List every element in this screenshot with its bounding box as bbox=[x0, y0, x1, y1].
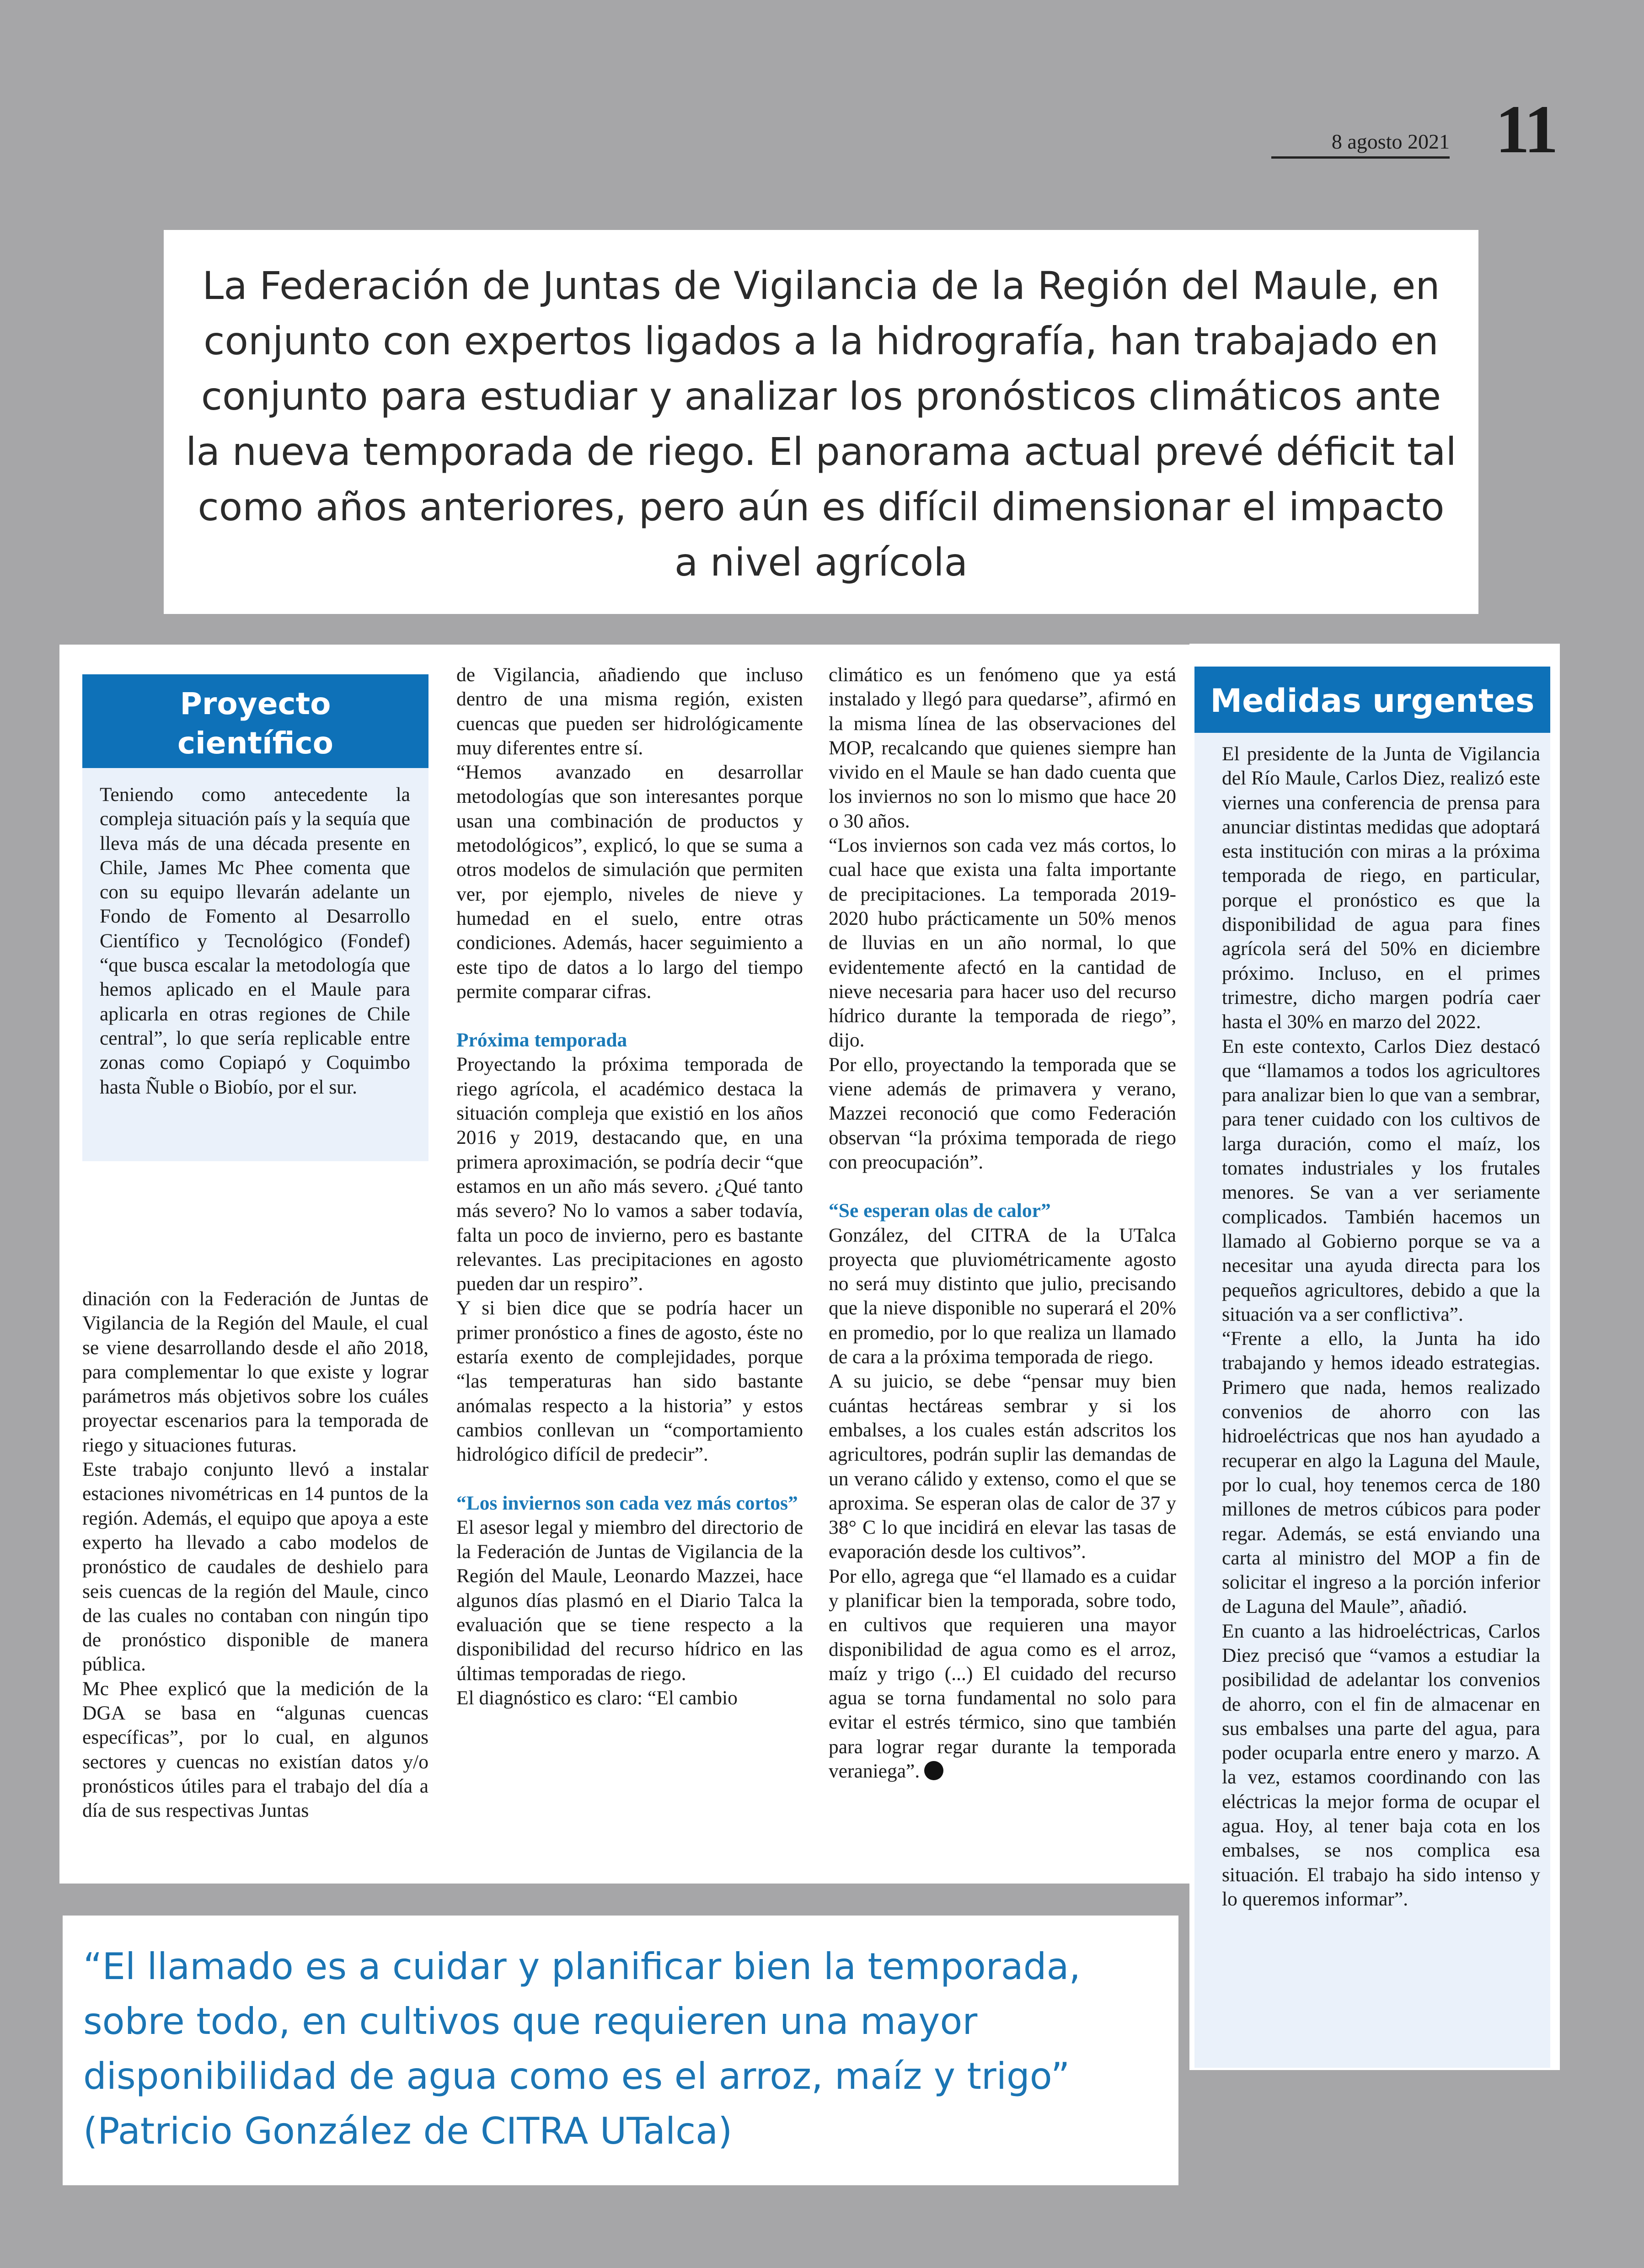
paragraph: A su juicio, se debe “pensar muy bien cuántas hectáreas sembrar y si los embalses, a los cuales están adscritos los agricultores, podrán suplir las demandas de un verano cálido y extenso, como el que se aproxima. Se esperan olas de calor de 37 y 38° C lo que incidirá en elevar las tasas de evaporación desde los cultivos”. bbox=[829, 1370, 1176, 1563]
end-of-article-icon bbox=[924, 1761, 943, 1780]
proyecto-cientifico-heading: Proyecto científico bbox=[82, 674, 428, 768]
paragraph: de Vigilancia, añadiendo que incluso dentro de una misma región, existen cuencas que pueden ser hidrológicamente muy diferentes entre sí. bbox=[456, 664, 803, 759]
medidas-urgentes-box bbox=[1194, 667, 1550, 2068]
paragraph: El presidente de la Junta de Vigilancia del Río Maule, Carlos Diez, realizó este viernes una conferencia de prensa para anunciar distintas medidas que adoptará esta institución con miras a la próxima temporada de riego, en particular, porque el pronóstico es que la disponibilidad de agua para fines agrícola será del 50% en diciembre próximo. Incluso, en el primes trimestre, dicho margen podría caer hasta el 30% en marzo del 2022. bbox=[1222, 743, 1540, 1033]
issue-date: 8 agosto 2021 bbox=[1271, 129, 1450, 159]
paragraph-text: Por ello, agrega que “el llamado es a cuidar y planificar bien la temporada, sobre todo, en cultivos que requieren una mayor disponibilidad de agua como es el arroz, maíz y trigo (...) El cuidado del recurso agua se torna fundamental no solo para evitar el estrés térmico, sino que también para lograr regar durante la temporada veraniega”. bbox=[829, 1565, 1176, 1782]
paragraph: Este trabajo conjunto llevó a instalar estaciones nivométricas en 14 puntos de la región. Además, el equipo que apoya a este experto ha llevado a cabo modelos de pronóstico de caudales de deshielo para seis cuencas de la región del Maule, cinco de las cuales no contaban con ningún tipo de pronóstico disponible de manera pública. bbox=[82, 1458, 428, 1676]
paragraph bbox=[829, 1564, 1176, 1784]
paragraph: El asesor legal y miembro del directorio de la Federación de Juntas de Vigilancia de la Región del Maule, Leonardo Mazzei, hace algunos días plasmó en el Diario Talca la evaluación que se tiene respecto a la disponibilidad del recurso hídrico en las últimas temporadas de riego. bbox=[456, 1516, 803, 1685]
lead-summary: La Federación de Juntas de Vigilancia de la Región del Maule, en conjunto con expertos ligados a la hidrografía, han trabajado en conjunto para estudiar y analizar los pronósticos climáticos ante la nueva temporada de riego. El panorama actual prevé déficit tal como años anteriores, pero aún es difícil dimensionar el impacto a nivel agrícola bbox=[164, 230, 1478, 614]
subheading-olas-de-calor: “Se esperan olas de calor” bbox=[829, 1200, 1051, 1222]
paragraph: Y si bien dice que se podría hacer un primer pronóstico a fines de agosto, éste no estaría exento de complejidades, porque “las temperaturas han sido bastante anómalas respecto a la historia” y estos cambios conllevan un “comportamiento hidrológico difícil de predecir”. bbox=[456, 1297, 803, 1466]
paragraph: González, del CITRA de la UTalca proyecta que pluviométricamente agosto no será muy distinto que julio, precisando que la nieve disponible no superará el 20% en promedio, por lo que realiza un llamado de cara a la próxima temporada de riego. bbox=[829, 1224, 1176, 1368]
paragraph: “Hemos avanzado en desarrollar metodologías que son interesantes porque usan una combinación de productos y metodológicos”, explicó, lo que se suma a otros modelos de simulación que permiten ver, por ejemplo, niveles de nieve y humedad en el suelo, entre otras condiciones. Además, hacer seguimiento a este tipo de datos a lo largo del tiempo permite comparar cifras. bbox=[456, 761, 803, 1003]
paragraph: Proyectando la próxima temporada de riego agrícola, el académico destaca la situación compleja que existió en los años 2016 y 2019, destacando que, en una primera aproximación, se podría decir “que estamos en un año más severo. ¿Qué tanto más severo? No lo vamos a saber todavía, falta un poco de invierno, pero es bastante relevantes. Las precipitaciones en agosto pueden dar un respiro”. bbox=[456, 1053, 803, 1295]
paragraph: “Los inviernos son cada vez más cortos, lo cual hace que exista una falta importante de precipitaciones. La temporada 2019-2020 hubo prácticamente un 50% menos de lluvias en un año normal, lo que evidentemente afectó en la cantidad de nieve necesaria para hacer uso del recurso hídrico durante la temporada de riego”, dijo. bbox=[829, 834, 1176, 1051]
medidas-urgentes-text bbox=[1194, 733, 1550, 1911]
article-panel bbox=[59, 645, 1200, 1884]
paragraph: El diagnóstico es claro: “El cambio bbox=[456, 1686, 738, 1709]
page-number: 11 bbox=[1495, 91, 1557, 167]
paragraph: “Frente a ello, la Junta ha ido trabajando y hemos ideado estrategias. Primero que nada, hemos realizado convenios de ahorro con las hidroeléctricas que nos han ayudado a recuperar en algo la Laguna del Maule, por lo cual, hoy tenemos cerca de 180 millones de metros cúbicos para poder regar. Además, se está enviando una carta al ministro del MOP a fin de solicitar el ingreso a la porción inferior de Laguna del Maule”, añadió. bbox=[1222, 1328, 1540, 1618]
paragraph: En este contexto, Carlos Diez destacó que “llamamos a todos los agricultores para analizar bien lo que van a sembrar, para tener cuidado con los cultivos de larga duración, como el maíz, los tomates industriales y los frutales menores. Se van a ver seriamente complicados. También hacemos un llamado al Gobierno porque se va a necesitar una ayuda directa para los pequeños agricultores, debido a que la situación va a ser conflictiva”. bbox=[1222, 1035, 1540, 1325]
article-column-3 bbox=[829, 663, 1176, 1783]
medidas-urgentes-panel bbox=[1189, 644, 1560, 2070]
subheading-proxima-temporada: Próxima temporada bbox=[456, 1029, 627, 1051]
medidas-urgentes-heading: Medidas urgentes bbox=[1194, 667, 1550, 733]
article-column-1 bbox=[82, 1287, 428, 1823]
paragraph: dinación con la Federación de Juntas de Vigilancia de la Región del Maule, el cual se viene desarrollando desde el año 2018, para complementar lo que existe y lograr parámetros más objetivos sobre los cuáles proyectar escenarios para la temporada de riego y situaciones futuras. bbox=[82, 1288, 428, 1456]
pull-quote: “El llamado es a cuidar y planificar bien la temporada, sobre todo, en cultivos que requieren una mayor disponibilidad de agua como es el arroz, maíz y trigo” (Patricio González de CITRA UTalca) bbox=[63, 1916, 1178, 2185]
article-column-2 bbox=[456, 663, 803, 1710]
paragraph: Por ello, proyectando la temporada que se viene además de primavera y verano, Mazzei reconoció que como Federación observan “la próxima temporada de riego con preocupación”. bbox=[829, 1053, 1176, 1173]
paragraph: climático es un fenómeno que ya está instalado y llegó para quedarse”, afirmó en la misma línea de las observaciones del MOP, recalcando que quienes siempre han vivido en el Maule se han dado cuenta que los inviernos no son lo mismo que hace 20 o 30 años. bbox=[829, 664, 1176, 832]
paragraph: Mc Phee explicó que la medición de la DGA se basa en “algunas cuencas específicas”, por lo cual, en algunos sectores y cuencas no existían datos y/o pronósticos útiles para el trabajo del día a día de sus respectivas Juntas bbox=[82, 1677, 428, 1822]
proyecto-cientifico-text: Teniendo como antecedente la compleja situación país y la sequía que lleva más de una década presente en Chile, James Mc Phee comenta que con su equipo llevarán adelante un Fondo de Fomento al Desarrollo Científico y Tecnológico (Fondef) “que busca escalar la metodología que hemos aplicado en el Maule para aplicarla en otras regiones de Chile central”, lo que sería replicable entre zonas como Copiapó y Coquimbo hasta Ñuble o Biobío, por el sur. bbox=[100, 784, 410, 1098]
subheading-inviernos-cortos: “Los inviernos son cada vez más cortos” bbox=[456, 1492, 798, 1514]
proyecto-cientifico-box bbox=[82, 674, 428, 1161]
paragraph: En cuanto a las hidroeléctricas, Carlos Diez precisó que “vamos a estudiar la posibilidad de adelantar los convenios de ahorro, con el fin de almacenar en sus embalses una parte del agua, para poder ocuparla entre enero y marzo. A la vez, estamos coordinando con las eléctricas la mejor forma de ocupar el agua. Hoy, al tener baja cota en los embalses, se nos complica esa situación. El trabajo ha sido intenso y lo queremos informar”. bbox=[1222, 1620, 1540, 1910]
